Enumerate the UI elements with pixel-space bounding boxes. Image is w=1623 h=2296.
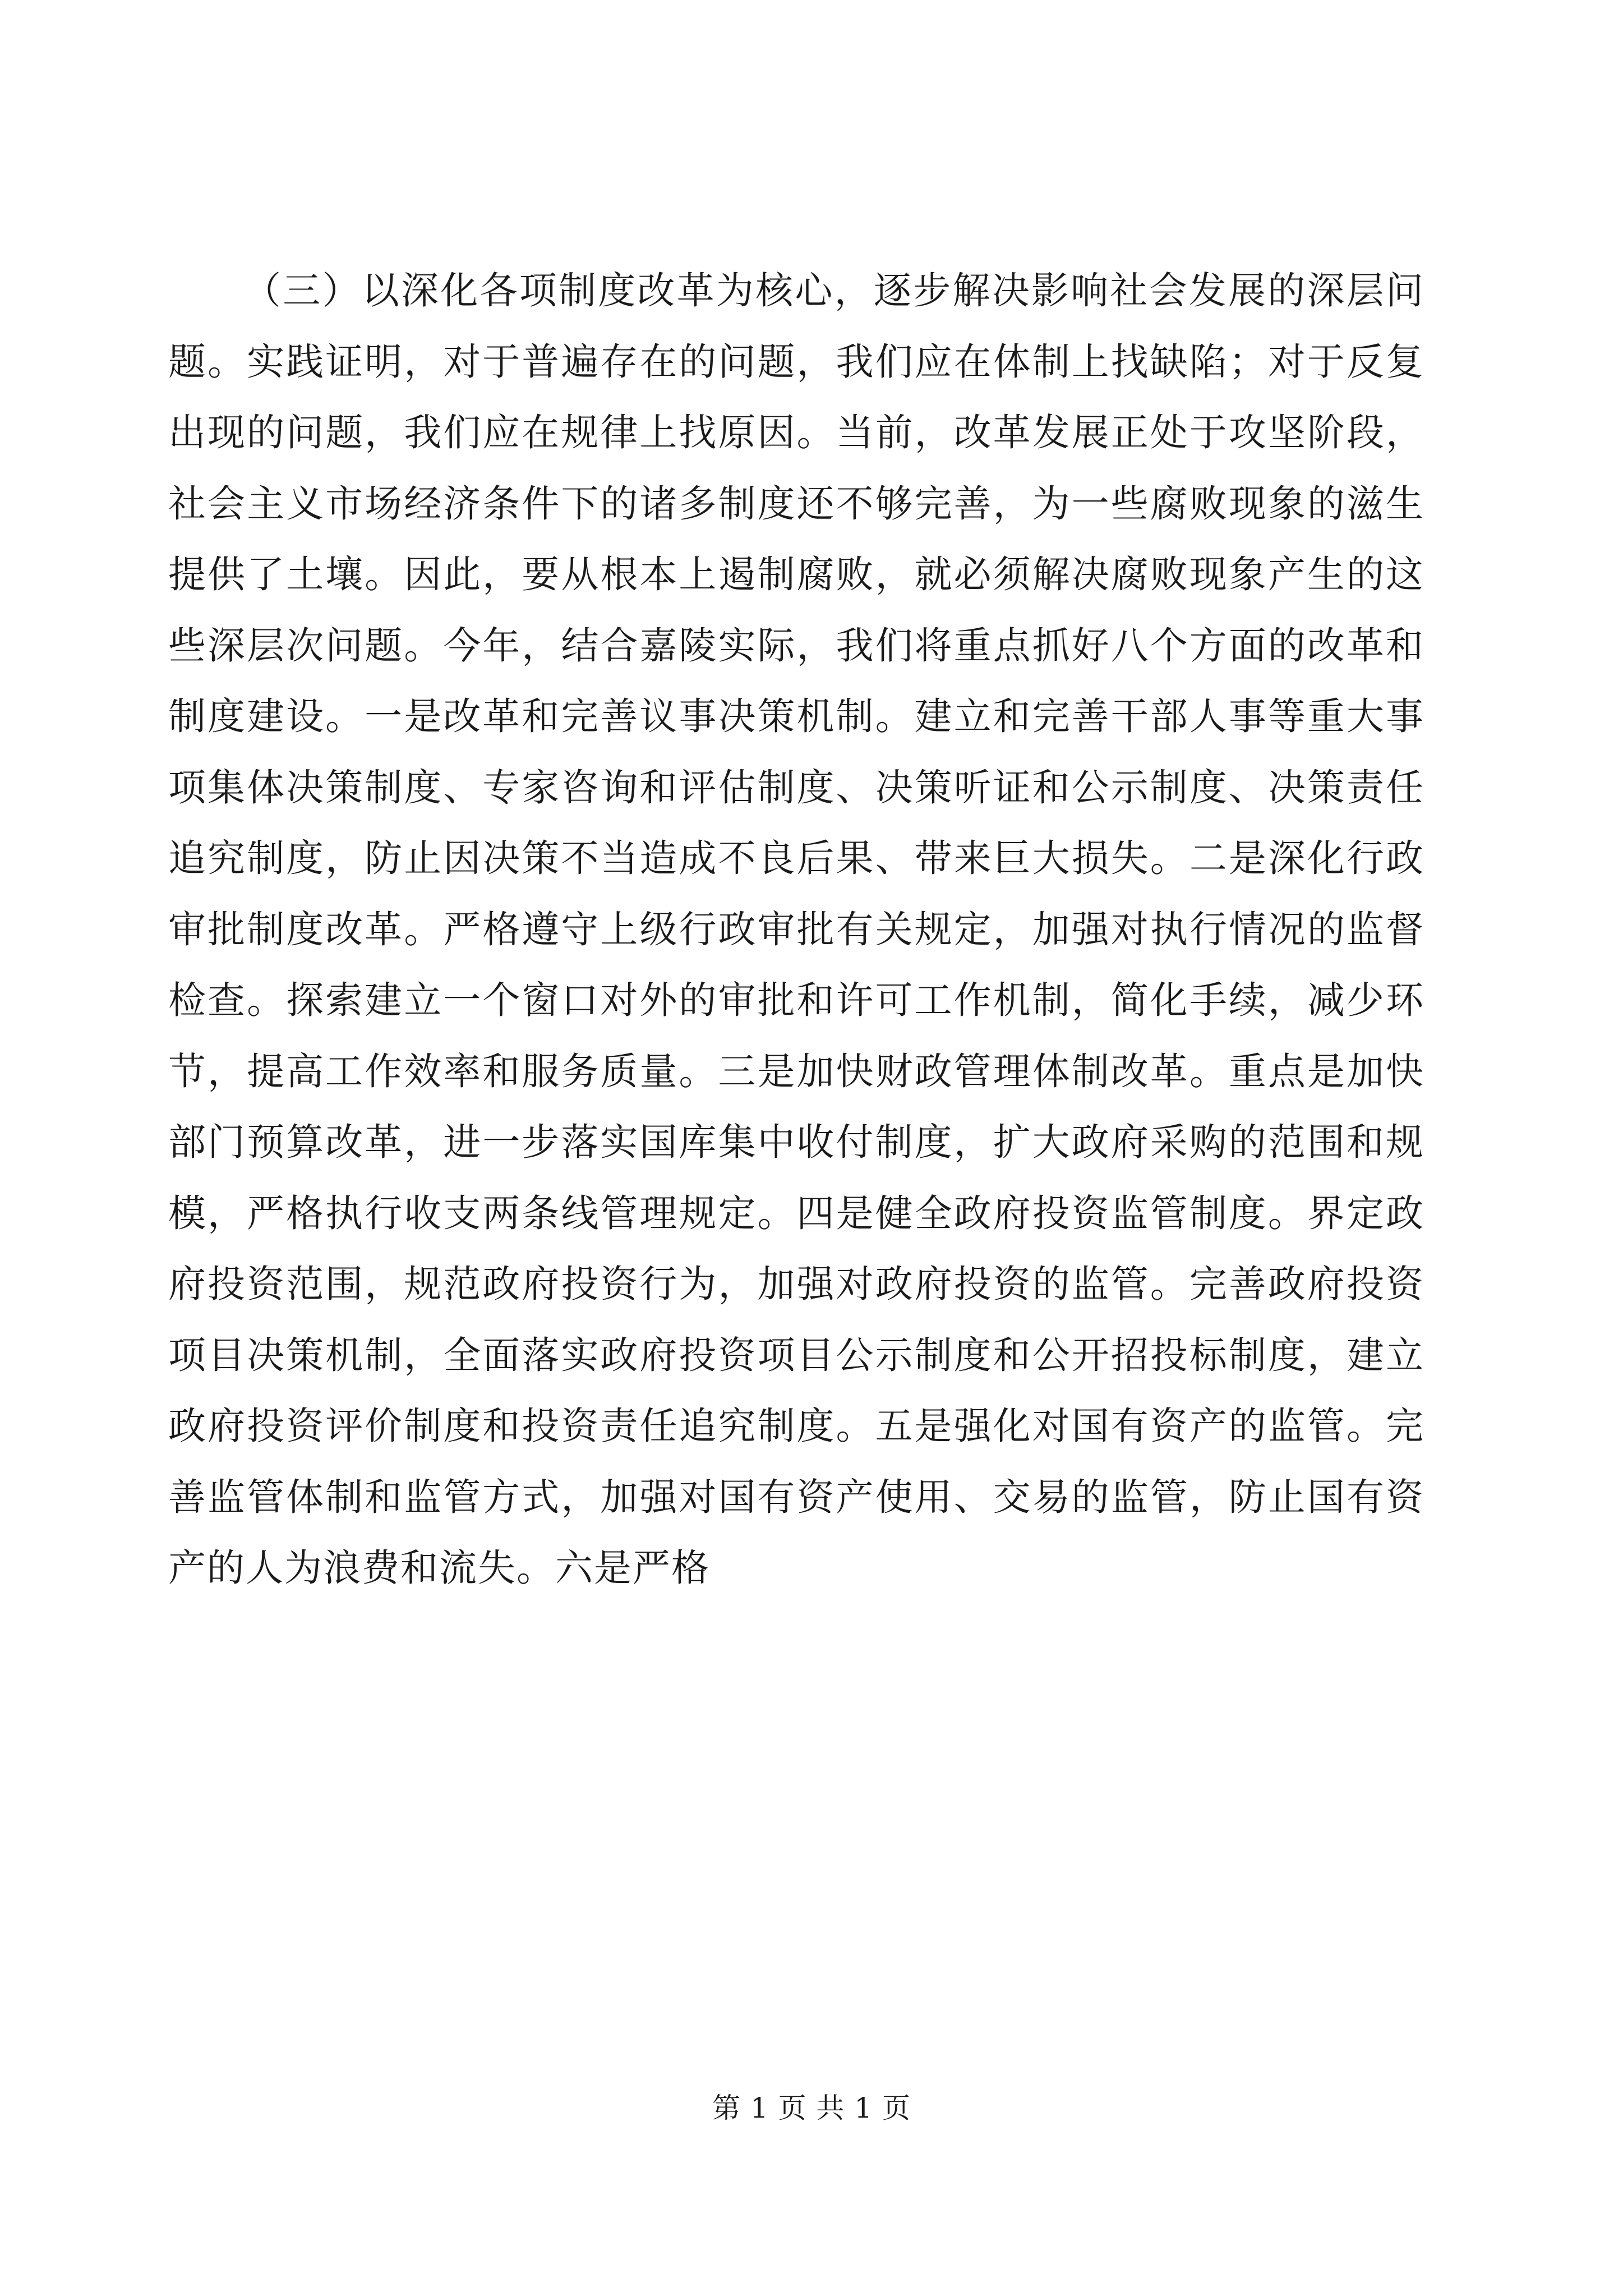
document-body	[168, 255, 1424, 1604]
page-number-footer: 第 1 页 共 1 页	[712, 2092, 911, 2124]
body-paragraph: （三）以深化各项制度改革为核心，逐步解决影响社会发展的深层问题。实践证明，对于普遍存在的问题，我们应在体制上找缺陷；对于反复出现的问题，我们应在规律上找原因。当前，改革发展正处于攻坚阶段，社会主义市场经济条件下的诸多制度还不够完善，为一些腐败现象的滋生提供了土壤。因此，要从根本上遏制腐败，就必须解决腐败现象产生的这些深层次问题。今年，结合嘉陵实际，我们将重点抓好八个方面的改革和制度建设。一是改革和完善议事决策机制。建立和完善干部人事等重大事项集体决策制度、专家咨询和评估制度、决策听证和公示制度、决策责任追究制度，防止因决策不当造成不良后果、带来巨大损失。二是深化行政审批制度改革。严格遵守上级行政审批有关规定，加强对执行情况的监督检查。探索建立一个窗口对外的审批和许可工作机制，简化手续，减少环节，提高工作效率和服务质量。三是加快财政管理体制改革。重点是加快部门预算改革，进一步落实国库集中收付制度，扩大政府采购的范围和规模，严格执行收支两条线管理规定。四是健全政府投资监管制度。界定政府投资范围，规范政府投资行为，加强对政府投资的监管。完善政府投资项目决策机制，全面落实政府投资项目公示制度和公开招投标制度，建立政府投资评价制度和投资责任追究制度。五是强化对国有资产的监管。完善监管体制和监管方式，加强对国有资产使用、交易的监管，防止国有资产的人为浪费和流失。六是严格	[168, 269, 1424, 1590]
